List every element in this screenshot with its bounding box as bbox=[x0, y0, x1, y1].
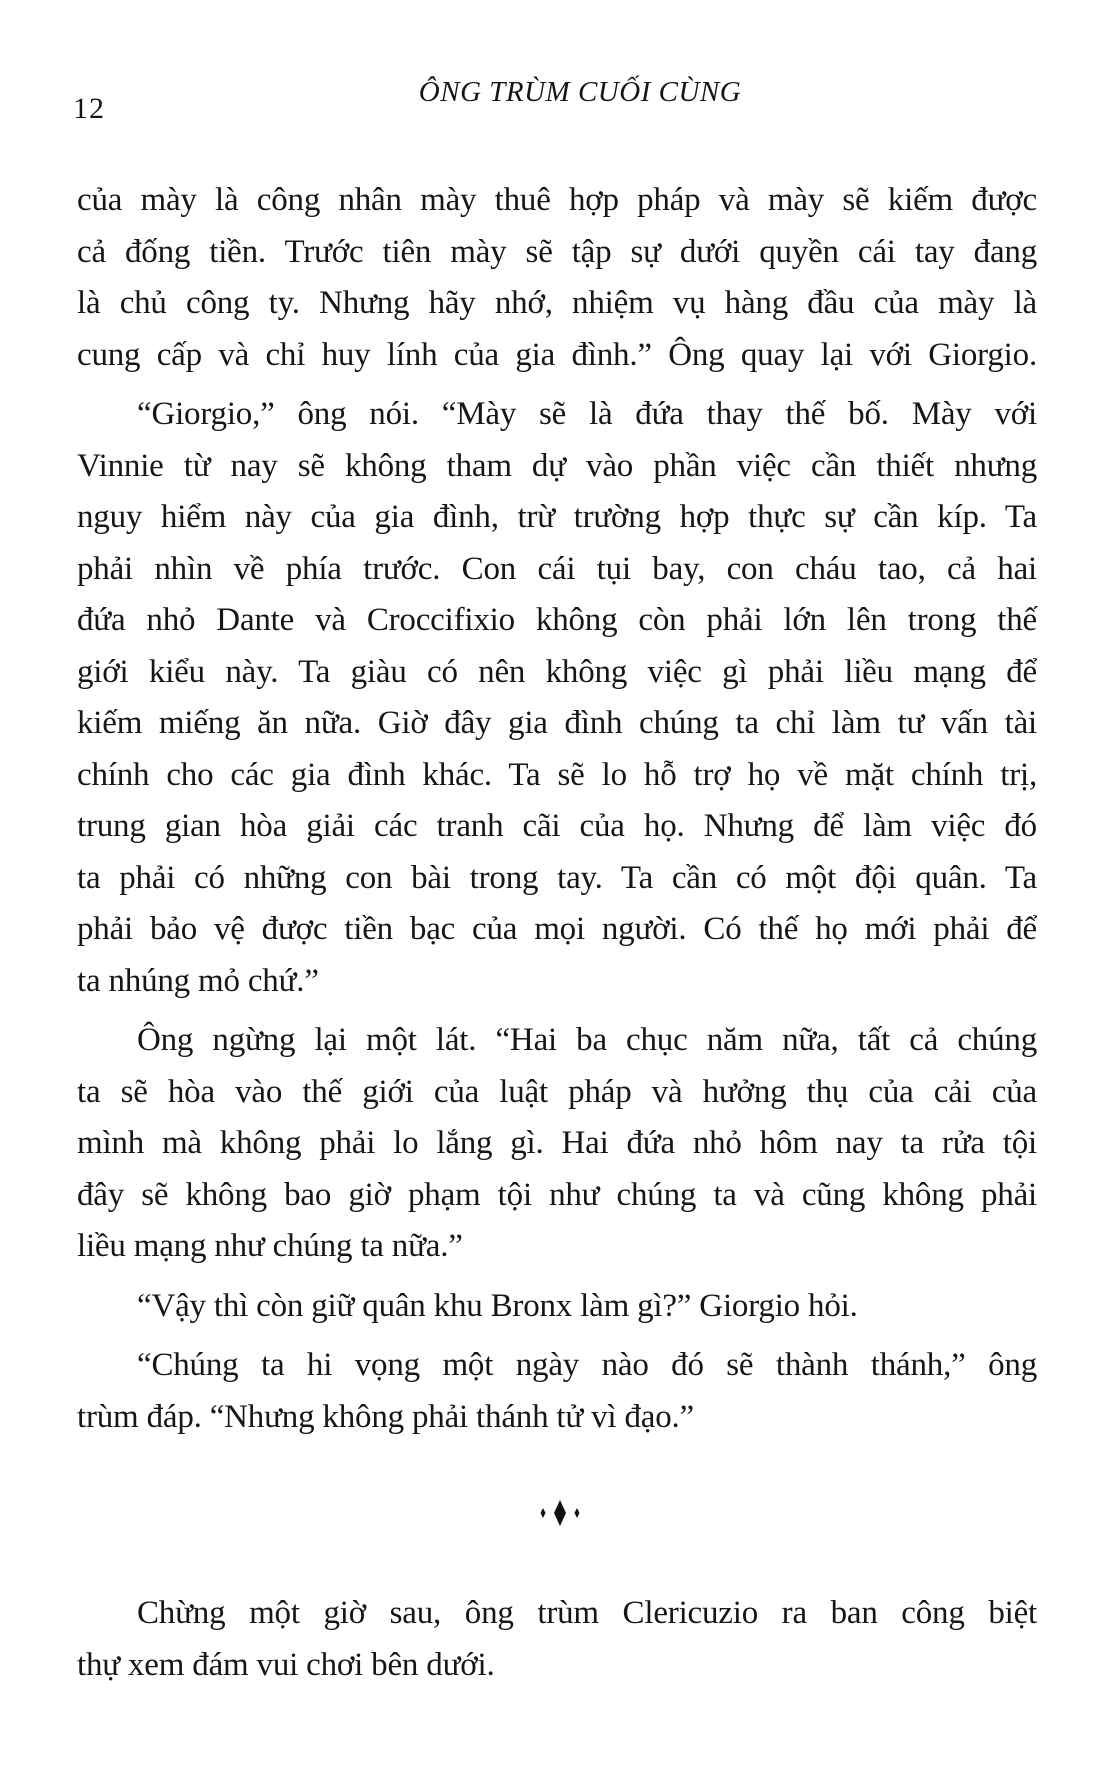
text-line: chính cho các gia đình khác. Ta sẽ lo hỗ trợ họ về mặt chính trị, bbox=[77, 756, 1037, 793]
text-line: ta sẽ hòa vào thế giới của luật pháp và hưởng thụ của cải của bbox=[77, 1073, 1037, 1110]
text-line: cả đống tiền. Trước tiên mày sẽ tập sự dưới quyền cái tay đang bbox=[77, 233, 1037, 270]
text-line: giới kiểu này. Ta giàu có nên không việc gì phải liều mạng để bbox=[77, 653, 1037, 690]
body-text-after-separator bbox=[77, 1588, 1037, 1691]
paragraph bbox=[77, 1340, 1037, 1443]
text-line: trùm đáp. “Nhưng không phải thánh tử vì đạo.” bbox=[77, 1398, 694, 1435]
text-line: “Giorgio,” ông nói. “Mày sẽ là đứa thay thế bố. Mày với bbox=[137, 396, 1037, 432]
text-line: ta phải có những con bài trong tay. Ta cần có một đội quân. Ta bbox=[77, 859, 1037, 896]
text-line: “Vậy thì còn giữ quân khu Bronx làm gì?” Giorgio hỏi. bbox=[137, 1287, 858, 1324]
section-separator bbox=[0, 1498, 1120, 1528]
text-line: phải bảo vệ được tiền bạc của mọi người. Có thế họ mới phải để bbox=[77, 911, 1037, 947]
diamond-ornament-icon bbox=[530, 1515, 590, 1532]
text-line: nguy hiểm này của gia đình, trừ trường hợp thực sự cần kíp. Ta bbox=[77, 499, 1037, 535]
paragraph bbox=[77, 1281, 1037, 1333]
text-line: Vinnie từ nay sẽ không tham dự vào phần việc cần thiết nhưng bbox=[77, 447, 1037, 484]
page-number: 12 bbox=[73, 92, 105, 125]
text-line: Chừng một giờ sau, ông trùm Clericuzio ra ban công biệt bbox=[137, 1595, 1037, 1631]
running-header-title: ÔNG TRÙM CUỐI CÙNG bbox=[418, 76, 742, 108]
text-line: kiếm miếng ăn nữa. Giờ đây gia đình chúng ta chỉ làm tư vấn tài bbox=[77, 705, 1037, 741]
text-line: Ông ngừng lại một lát. “Hai ba chục năm nữa, tất cả chúng bbox=[137, 1022, 1037, 1058]
paragraph bbox=[77, 389, 1037, 1007]
text-line: liều mạng như chúng ta nữa.” bbox=[77, 1228, 463, 1264]
text-line: phải nhìn về phía trước. Con cái tụi bay, con cháu tao, cả hai bbox=[77, 550, 1037, 587]
text-line: “Chúng ta hi vọng một ngày nào đó sẽ thành thánh,” ông bbox=[137, 1347, 1037, 1383]
text-line: đứa nhỏ Dante và Croccifixio không còn phải lớn lên trong thế bbox=[77, 602, 1037, 638]
text-line: thự xem đám vui chơi bên dưới. bbox=[77, 1646, 495, 1683]
text-line: là chủ công ty. Nhưng hãy nhớ, nhiệm vụ hàng đầu của mày là bbox=[77, 285, 1037, 321]
paragraph bbox=[77, 1588, 1037, 1691]
text-line: trung gian hòa giải các tranh cãi của họ. Nhưng để làm việc đó bbox=[77, 808, 1037, 844]
text-line: cung cấp và chỉ huy lính của gia đình.” Ông quay lại với Giorgio. bbox=[77, 336, 1037, 373]
paragraph bbox=[77, 175, 1037, 381]
text-line: mình mà không phải lo lắng gì. Hai đứa nhỏ hôm nay ta rửa tội bbox=[77, 1125, 1037, 1161]
body-text bbox=[77, 175, 1037, 1443]
paragraph bbox=[77, 1015, 1037, 1273]
text-line: ta nhúng mỏ chứ.” bbox=[77, 962, 319, 999]
text-line: của mày là công nhân mày thuê hợp pháp và mày sẽ kiếm được bbox=[77, 182, 1037, 218]
text-line: đây sẽ không bao giờ phạm tội như chúng ta và cũng không phải bbox=[77, 1176, 1037, 1213]
